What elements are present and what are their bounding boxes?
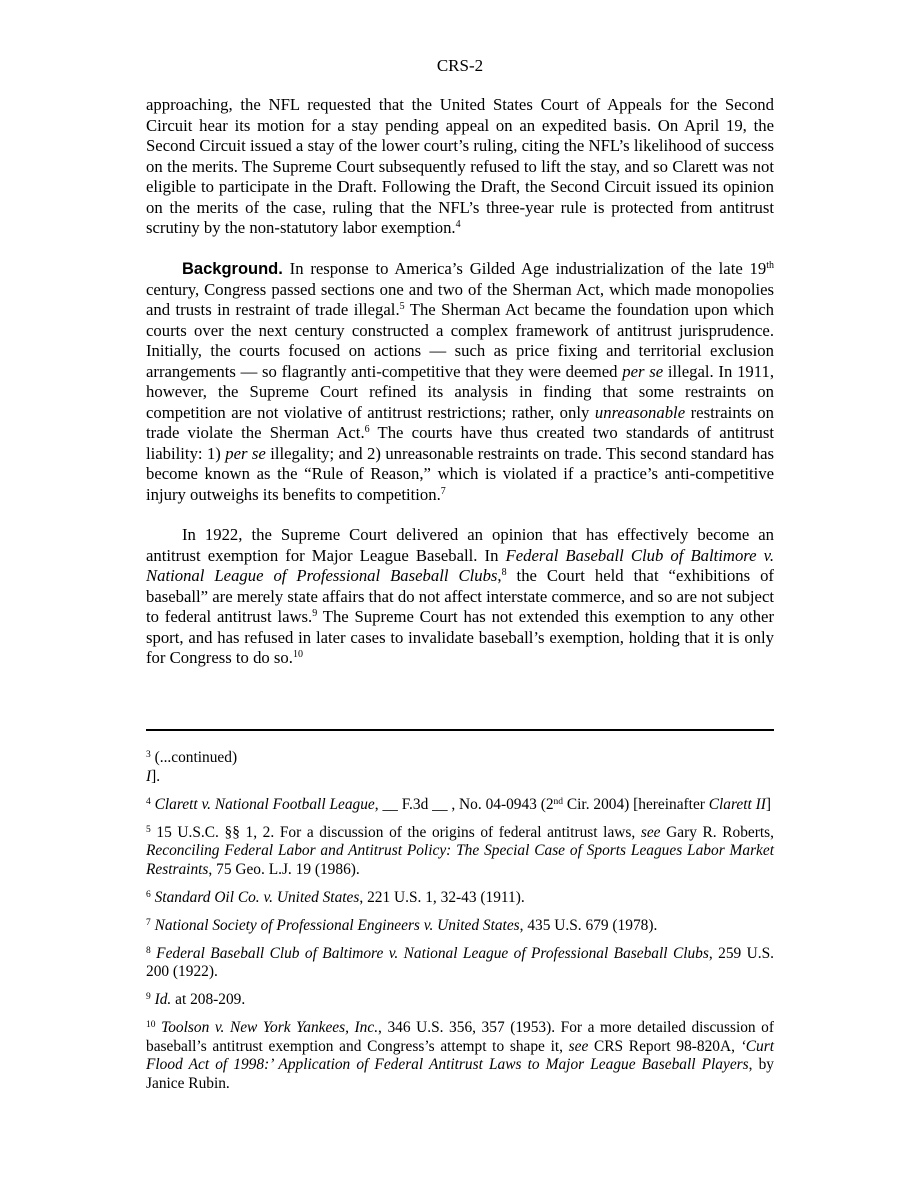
footnote-text: ]. xyxy=(151,767,161,785)
footnote-text: (...continued) xyxy=(150,749,238,766)
paragraph-text: illegal. In 1911, however, the Supreme Court refined its analysis in finding that some restraints on competition are not violative of antitrust restrictions; rather, only xyxy=(146,361,774,422)
footnote-text: Cir. 2004) [hereinafter xyxy=(563,795,709,813)
paragraph-text: In 1922, the Supreme Court delivered an opinion that has effectively become an antitrust exemption for Major League Baseball. In xyxy=(146,525,774,565)
italic-term: per se xyxy=(622,361,664,381)
ordinal-suffix: nd xyxy=(553,796,564,807)
footnote-text: , 75 Geo. L.J. 19 (1986). xyxy=(208,860,360,878)
footnotes xyxy=(146,749,774,1103)
footnote-italic: I xyxy=(146,767,152,785)
footnote-text: CRS Report 98-820A, xyxy=(588,1037,741,1055)
footnote-number: 4 xyxy=(146,796,151,807)
italic-term: per se xyxy=(225,443,266,463)
footnote-text: , 346 U.S. 356, 357 (1953). For a more detailed discussion of baseball’s antitrust exemption and Congress’s attempt to shape it, xyxy=(146,1019,774,1055)
paragraph-text: approaching, the NFL requested that the United States Court of Appeals for the Second Circuit hear its motion for a stay pending appeal on an expedited basis. On April 19, the Second Circuit issued a stay of the lower court’s ruling, citing the NFL’s likelihood of success on the merits. The Supreme Court subsequently refused to lift the stay, and so Clarett was not eligible to participate in the Draft. Following the Draft, the Second Circuit issued its opinion on the merits of the case, ruling that the NFL’s three-year rule is protected from antitrust scrutiny by the non-statutory labor exemption. xyxy=(146,95,774,237)
footnote-3 xyxy=(146,749,774,786)
paragraph-text: , xyxy=(497,566,502,585)
paragraph-text: The courts have thus created two standards of antitrust liability: 1) xyxy=(146,423,774,463)
case-name: Clarett v. National Football League xyxy=(154,795,375,813)
footnote-text: 15 U.S.C. §§ 1, 2. For a discussion of the origins of federal antitrust laws, xyxy=(150,823,641,841)
case-name: Clarett II xyxy=(708,795,766,813)
footnote-number: 7 xyxy=(146,917,151,928)
paragraph-text: century, Congress passed sections one and two of the Sherman Act, which made monopolies and trusts in restraint of trade illegal. xyxy=(146,279,774,319)
footnote-ref-6: 6 xyxy=(364,424,370,435)
footnote-text: , 435 U.S. 679 (1978). xyxy=(519,916,658,934)
paragraph-baseball-exemption xyxy=(146,525,774,669)
footnote-text: at 208-209. xyxy=(171,991,246,1008)
case-name: National Society of Professional Engineers v. United States xyxy=(154,916,520,934)
footnote-ref-8: 8 xyxy=(501,567,507,578)
case-name: Federal Baseball Club of Baltimore v. National League of Professional Baseball Clubs xyxy=(146,545,774,585)
footnote-10 xyxy=(146,1019,774,1093)
footnote-ref-10: 10 xyxy=(292,649,303,660)
footnote-italic: see xyxy=(568,1037,589,1055)
footnote-number: 8 xyxy=(146,945,151,956)
footnote-ref-4: 4 xyxy=(455,219,461,230)
paragraph-background xyxy=(146,259,774,505)
footnote-9 xyxy=(146,991,774,1010)
paragraph-text: restraints on trade violate the Sherman Act. xyxy=(146,402,774,442)
footnote-number: 10 xyxy=(146,1020,156,1030)
footnote-text: ] xyxy=(765,795,772,813)
footnote-text: , __ F.3d __ , No. 04-0943 (2 xyxy=(374,795,554,813)
footnote-ref-5: 5 xyxy=(399,301,405,312)
paragraph-continuation xyxy=(146,95,774,239)
footnote-ref-7: 7 xyxy=(440,485,446,497)
case-name: Federal Baseball Club of Baltimore v. National League of Professional Baseball Clubs xyxy=(156,944,709,962)
footnote-number: 6 xyxy=(146,889,151,900)
footnote-italic: Id. xyxy=(154,991,172,1008)
section-heading-background: Background. xyxy=(182,260,283,278)
page-header: CRS-2 xyxy=(436,56,484,75)
footnote-4 xyxy=(146,796,774,815)
case-name: Standard Oil Co. v. United States xyxy=(154,888,360,906)
italic-term: unreasonable xyxy=(594,402,686,422)
article-title: Reconciling Federal Labor and Antitrust Policy: The Special Case of Sports Leagues Labor Market Restraints xyxy=(146,842,774,878)
paragraph-text: The Supreme Court has not extended this exemption to any other sport, and has refused in later cases to invalidate baseball’s exemption, holding that it is only for Congress to do so. xyxy=(146,607,775,667)
footnote-text: , 221 U.S. 1, 32-43 (1911). xyxy=(359,888,525,906)
ordinal-suffix: th xyxy=(766,260,774,271)
report-title: ‘Curt Flood Act of 1998:’ Application of Federal Antitrust Laws to Major League Baseball Players xyxy=(146,1037,774,1073)
footnote-text: Gary R. Roberts, xyxy=(660,823,774,841)
footnote-8 xyxy=(146,945,774,982)
footnote-divider xyxy=(146,729,774,731)
footnote-number: 3 xyxy=(146,750,151,760)
footnote-text: , by Janice Rubin. xyxy=(146,1056,774,1092)
paragraph-text: illegality; and 2) unreasonable restraints on trade. This second standard has become known as the “Rule of Reason,” which is violated if a practice’s anti-competitive injury outweighs its benefits to competition. xyxy=(146,443,774,504)
footnote-number: 9 xyxy=(146,992,151,1002)
footnote-7 xyxy=(146,917,774,936)
case-name: Toolson v. New York Yankees, Inc. xyxy=(161,1019,379,1036)
footnote-number: 5 xyxy=(146,824,151,835)
footnote-ref-9: 9 xyxy=(312,608,318,619)
paragraph-text: the Court held that “exhibitions of baseball” are merely state affairs that do not affect interstate commerce, and so are not subject to federal antitrust laws. xyxy=(146,566,774,626)
footnote-text: , 259 U.S. 200 (1922). xyxy=(146,944,775,980)
footnote-6 xyxy=(146,889,774,908)
footnote-5 xyxy=(146,824,774,880)
footnote-italic: see xyxy=(640,823,661,841)
paragraph-text: The Sherman Act became the foundation upon which courts over the next century constructed a complex framework of antitrust jurisprudence. Initially, the courts focused on actions — such as price fixing and territorial exclusion arrangements — so flagrantly anti-competitive that they were deemed xyxy=(146,300,774,381)
paragraph-text: In response to America’s Gilded Age industrialization of the late 19 xyxy=(282,259,767,278)
